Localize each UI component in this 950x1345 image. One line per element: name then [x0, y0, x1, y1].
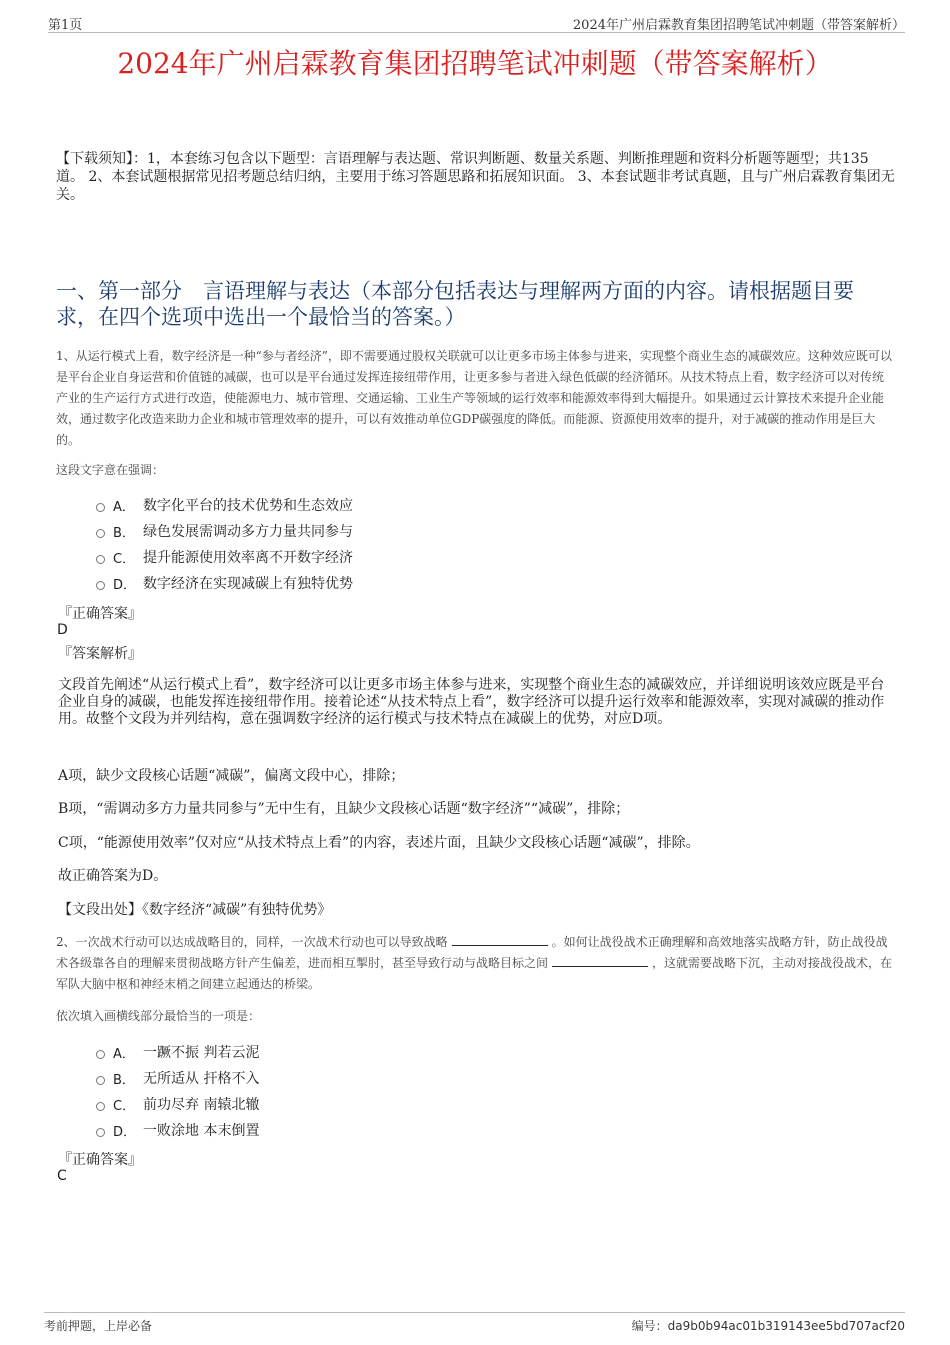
radio-icon[interactable]: [96, 529, 105, 538]
question-1-prompt: 这段文字意在强调：: [56, 463, 165, 477]
radio-icon[interactable]: [96, 581, 105, 590]
fill-blank-1[interactable]: [452, 935, 548, 946]
radio-icon[interactable]: [96, 1050, 105, 1059]
option-text: 数字经济在实现减碳上有独特优势: [143, 576, 353, 592]
radio-icon[interactable]: [96, 1128, 105, 1137]
q2-option-b[interactable]: B． 无所适从 扞格不入: [96, 1065, 496, 1091]
q1-note-b: B项，“需调动多方力量共同参与”无中生有，且缺少文段核心话题“数字经济”“减碳”，排除；: [58, 801, 630, 817]
page-footer: [44, 1312, 905, 1337]
option-text: 提升能源使用效率离不开数字经济: [143, 550, 353, 566]
question-1-options: [96, 492, 496, 596]
page-number: 第1页: [48, 18, 83, 33]
q2-option-d[interactable]: D． 一败涂地 本末倒置: [96, 1117, 496, 1143]
q2-answer: C: [57, 1168, 67, 1184]
q2-option-a[interactable]: A． 一蹶不振 判若云泥: [96, 1039, 496, 1065]
section-title: 一、第一部分 言语理解与表达（本部分包括表达与理解两方面的内容。请根据题目要求，在四个选项中选出一个最恰当的答案。）: [56, 279, 854, 329]
q1-option-c[interactable]: C． 提升能源使用效率离不开数字经济: [96, 544, 496, 570]
fill-blank-2[interactable]: [552, 956, 648, 967]
radio-icon[interactable]: [96, 1102, 105, 1111]
q1-analysis: 文段首先阐述“从运行模式上看”，数字经济可以让更多市场主体参与进来，实现整个商业生态的减碳效应，并详细说明该效应既是平台企业自身的减碳，也能发挥连接纽带作用。接着论述“从技术特点上看”，数字经济可以提升运行效率和能源效率，实现对减碳的推动作用。故整个文段为并列结构，意在强调数字经济的运行模式与技术特点在减碳上的优势，对应D项。: [58, 677, 885, 727]
q1-note-c: C项，“能源使用效率”仅对应“从技术特点上看”的内容，表述片面，且缺少文段核心话题“减碳”，排除。: [58, 835, 700, 851]
radio-icon[interactable]: [96, 555, 105, 564]
header-doc-name: 2024年广州启霖教育集团招聘笔试冲刺题（带答案解析）: [572, 18, 905, 33]
q1-option-b[interactable]: B． 绿色发展需调动多方力量共同参与: [96, 518, 496, 544]
option-text: 前功尽弃 南辕北辙: [143, 1097, 260, 1113]
question-1-text: 1、从运行模式上看，数字经济是一种“参与者经济”，即不需要通过股权关联就可以让更多市场主体参与进来，实现整个商业生态的减碳效应。这种效应既可以是平台企业自身运营和价值链的减碳，也可以是平台通过发挥连接纽带作用，让更多参与者进入绿色低碳的经济循环。从技术特点上看，数字经济可以对传统产业的生产运行方式进行改造，使能源电力、城市管理、交通运输、工业生产等领域的运行效率和能源效率得到大幅提升。如果通过云计算技术来提升企业能效，通过数字化改造来助力企业和城市管理效率的提升，可以有效推动单位GDP碳强度的降低。而能源、资源使用效率的提升，对于减碳的推动作用是巨大的。: [56, 349, 892, 447]
radio-icon[interactable]: [96, 503, 105, 512]
q1-analysis-label: 『答案解析』: [58, 646, 142, 662]
document-title: 2024年广州启霖教育集团招聘笔试冲刺题（带答案解析）: [117, 47, 833, 80]
footer-code: 编号：da9b0b94ac01b319143ee5bd707acf20: [631, 1319, 905, 1333]
option-text: 数字化平台的技术优势和生态效应: [143, 498, 353, 514]
option-text: 一蹶不振 判若云泥: [143, 1045, 260, 1061]
download-notice: 【下载须知】：1，本套练习包含以下题型：言语理解与表达题、常识判断题、数量关系题、判断推理题和资料分析题等题型；共135道。 2、本套试题根据常见招考题总结归纳，主要用于练习答题思路和拓展知识面。 3、本套试题非考试真题，且与广州启霖教育集团无关。: [56, 151, 895, 203]
option-text: 无所适从 扞格不入: [143, 1071, 260, 1087]
q1-option-a[interactable]: A． 数字化平台的技术优势和生态效应: [96, 492, 496, 518]
q1-source: 【文段出处】《数字经济“减碳”有独特优势》: [58, 902, 332, 918]
question-2-text: 2、一次战术行动可以达成战略目的，同样，一次战术行动也可以导致战略 。如何让战役战术正确理解和高效地落实战略方针，防止战役战术各级靠各自的理解来贯彻战略方针产生偏差，进而相互掣肘，甚至导致行动与战略目标之间 ，这就需要战略下沉，主动对接战役战术，在军队大脑中枢和神经末梢之间建立起通达的桥梁。: [56, 935, 893, 991]
q1-answer: D: [57, 622, 68, 638]
question-2-options: [96, 1039, 496, 1143]
q1-note-a: A项，缺少文段核心话题“减碳”，偏离文段中心，排除；: [58, 768, 405, 784]
q1-answer-label: 『正确答案』: [58, 606, 142, 622]
q1-conclusion: 故正确答案为D。: [58, 868, 168, 884]
question-2-prompt: 依次填入画横线部分最恰当的一项是：: [56, 1009, 261, 1023]
option-text: 一败涂地 本末倒置: [143, 1123, 260, 1139]
option-text: 绿色发展需调动多方力量共同参与: [143, 524, 353, 540]
q1-option-d[interactable]: D． 数字经济在实现减碳上有独特优势: [96, 570, 496, 596]
radio-icon[interactable]: [96, 1076, 105, 1085]
q2-option-c[interactable]: C． 前功尽弃 南辕北辙: [96, 1091, 496, 1117]
q2-answer-label: 『正确答案』: [58, 1152, 142, 1168]
footer-slogan: 考前押题，上岸必备: [44, 1319, 153, 1333]
page-header: [48, 10, 905, 33]
